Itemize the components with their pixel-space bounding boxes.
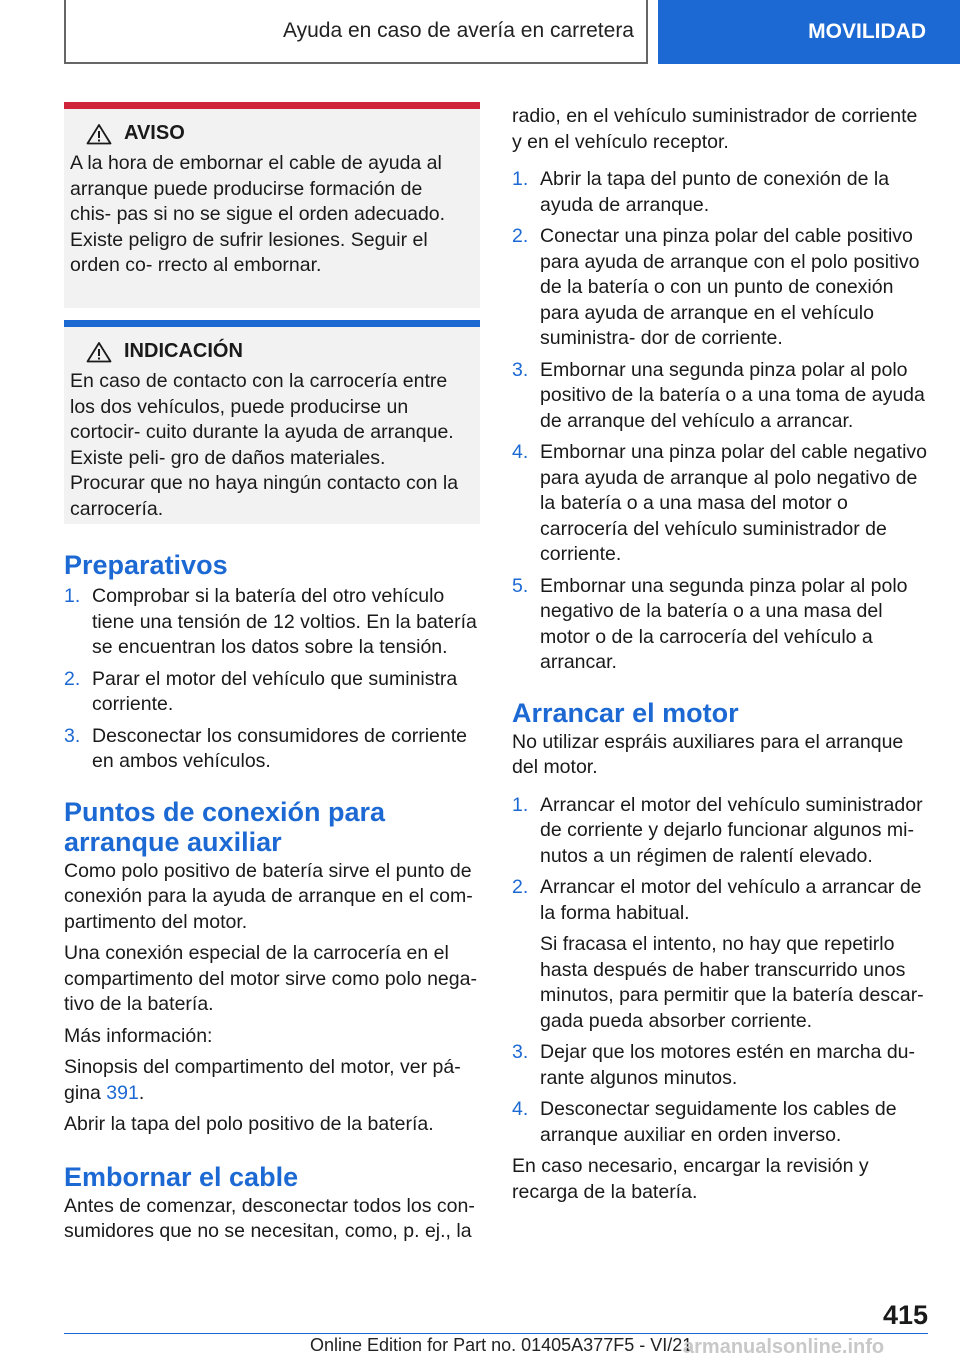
list-item-body: Arrancar el motor del vehículo a arrancar de la forma habitual. Si fracasa el intento, no hay que repetirlo hasta después de haber transcurrido unos minutos, para permitir que la batería descar- gada pueda absorber corriente.	[540, 875, 928, 1034]
notice-title: INDICACIÓN	[124, 340, 243, 362]
list-item: 1. Comprobar si la batería del otro vehículo tiene una tensión de 12 voltios. En la batería se encuentran los datos sobre la tensión.	[64, 585, 477, 658]
page-reference-link[interactable]: 391	[106, 1081, 139, 1104]
chapter-title	[64, 0, 648, 64]
arrancar-intro: No utilizar espráis auxiliares para el arranque del motor.	[512, 730, 904, 778]
step-note: Si fracasa el intento, no hay que repetirlo hasta después de haber transcurrido unos minutos, para permitir que la batería descar- gada pueda absorber corriente.	[540, 933, 924, 1032]
puntos-p3: Más información:	[64, 1024, 213, 1047]
warning-bar	[64, 102, 480, 109]
footer-edition: Online Edition for Part no. 01405A377F5 - VI/21	[310, 1335, 693, 1355]
embornar-intro: Antes de comenzar, desconectar todos los con- sumidores que no se necesitan, como, p. ej., la	[64, 1194, 475, 1242]
preparativos-steps	[64, 584, 480, 775]
list-item: 1. Arrancar el motor del vehículo suministrador de corriente y dejarlo funcionar algunos mi- nutos a un régimen de ralentí elevado.	[512, 793, 923, 867]
list-item: 3. Desconectar los consumidores de corriente en ambos vehículos.	[64, 724, 468, 772]
footer-divider	[64, 1333, 928, 1334]
puntos-p5: Abrir la tapa del polo positivo de la batería.	[64, 1113, 434, 1135]
puntos-p4: Sinopsis del compartimento del motor, ver pá- gina 391.	[64, 1056, 461, 1104]
page-number: 415	[882, 1300, 928, 1330]
warning-triangle-icon	[86, 123, 112, 145]
warning-callout	[64, 102, 480, 308]
notice-text: En caso de contacto con la carrocería entre los dos vehículos, puede producirse un cortocir- cuito durante la ayuda de arranque. Existe peli- gro de daños materiales. Procurar que no haya ningún contacto con la carrocería.	[70, 370, 459, 520]
list-item: 4. Desconectar seguidamente los cables de arranque auxiliar en orden inverso.	[512, 1098, 897, 1146]
watermark-logo: armanualsonline.info	[683, 1336, 885, 1358]
puntos-p2: Una conexión especial de la carrocería en el compartimento del motor sirve como polo nega- tivo de la batería.	[64, 942, 477, 1015]
notice-bar	[64, 320, 480, 327]
list-item: 3. Embornar una segunda pinza polar al polo positivo de la batería o a una toma de ayuda de arranque del vehículo a arrancar.	[512, 358, 925, 432]
chapter-title-text: Ayuda en caso de avería en carretera	[282, 19, 634, 42]
warning-text: A la hora de embornar el cable de ayuda al arranque puede producirse formación de chis- pas si no se sigue el orden adecuado. Existe peligro de sufrir lesiones. Seguir el orden co- rrecto al embornar.	[70, 152, 446, 276]
notice-heading	[70, 340, 464, 363]
puntos-p1: Como polo positivo de batería sirve el punto de conexión para la ayuda de arranque en el com- partimento del motor.	[64, 859, 473, 933]
list-item: 2. Parar el motor del vehículo que suministra corriente.	[64, 667, 458, 715]
preparativos-heading: Preparativos	[64, 550, 228, 580]
arrancar-outro: En caso necesario, encargar la revisión y recarga de la batería.	[512, 1155, 869, 1203]
puntos-heading: Puntos de conexión para arranque auxiliar	[64, 796, 386, 857]
notice-callout	[64, 320, 480, 524]
section-tab-label: MOVILIDAD	[808, 20, 926, 43]
right-column	[512, 104, 928, 1205]
list-item: 4. Embornar una pinza polar del cable negativo para ayuda de arranque al polo negativo de la batería o a una masa del motor o carrocería del vehículo suministrador de corriente.	[512, 441, 928, 565]
notice-triangle-icon	[86, 341, 112, 363]
left-column	[64, 550, 480, 1245]
embornar-steps	[512, 167, 928, 676]
list-item: 3. Dejar que los motores estén en marcha du- rante algunos minutos.	[512, 1041, 916, 1089]
list-item: 2. Conectar una pinza polar del cable positivo para ayuda de arranque con el polo positivo de la batería o con un punto de conexión para ayuda de arranque en el vehículo suministra- dor de corriente.	[512, 225, 920, 349]
list-item: 2. Arrancar el motor del vehículo a arrancar de la forma habitual. Si fracasa el intento, no hay que repetirlo hasta después de haber transcurrido unos minutos, para permitir que la batería descar- gada pueda absorber corriente.	[512, 875, 928, 1034]
embornar-heading: Embornar el cable	[64, 1161, 299, 1192]
list-item: 5. Embornar una segunda pinza polar al polo negativo de la batería o a una masa del motor o de la carrocería del vehículo a arrancar.	[512, 574, 908, 673]
embornar-intro-continued: radio, en el vehículo suministrador de corriente y en el vehículo receptor.	[512, 105, 918, 153]
arrancar-heading: Arrancar el motor	[512, 697, 739, 728]
warning-heading	[70, 122, 464, 145]
section-tab	[658, 0, 960, 64]
arrancar-steps	[512, 793, 928, 1149]
warning-title: AVISO	[124, 122, 185, 144]
list-item: 1. Abrir la tapa del punto de conexión de la ayuda de arranque.	[512, 168, 890, 216]
